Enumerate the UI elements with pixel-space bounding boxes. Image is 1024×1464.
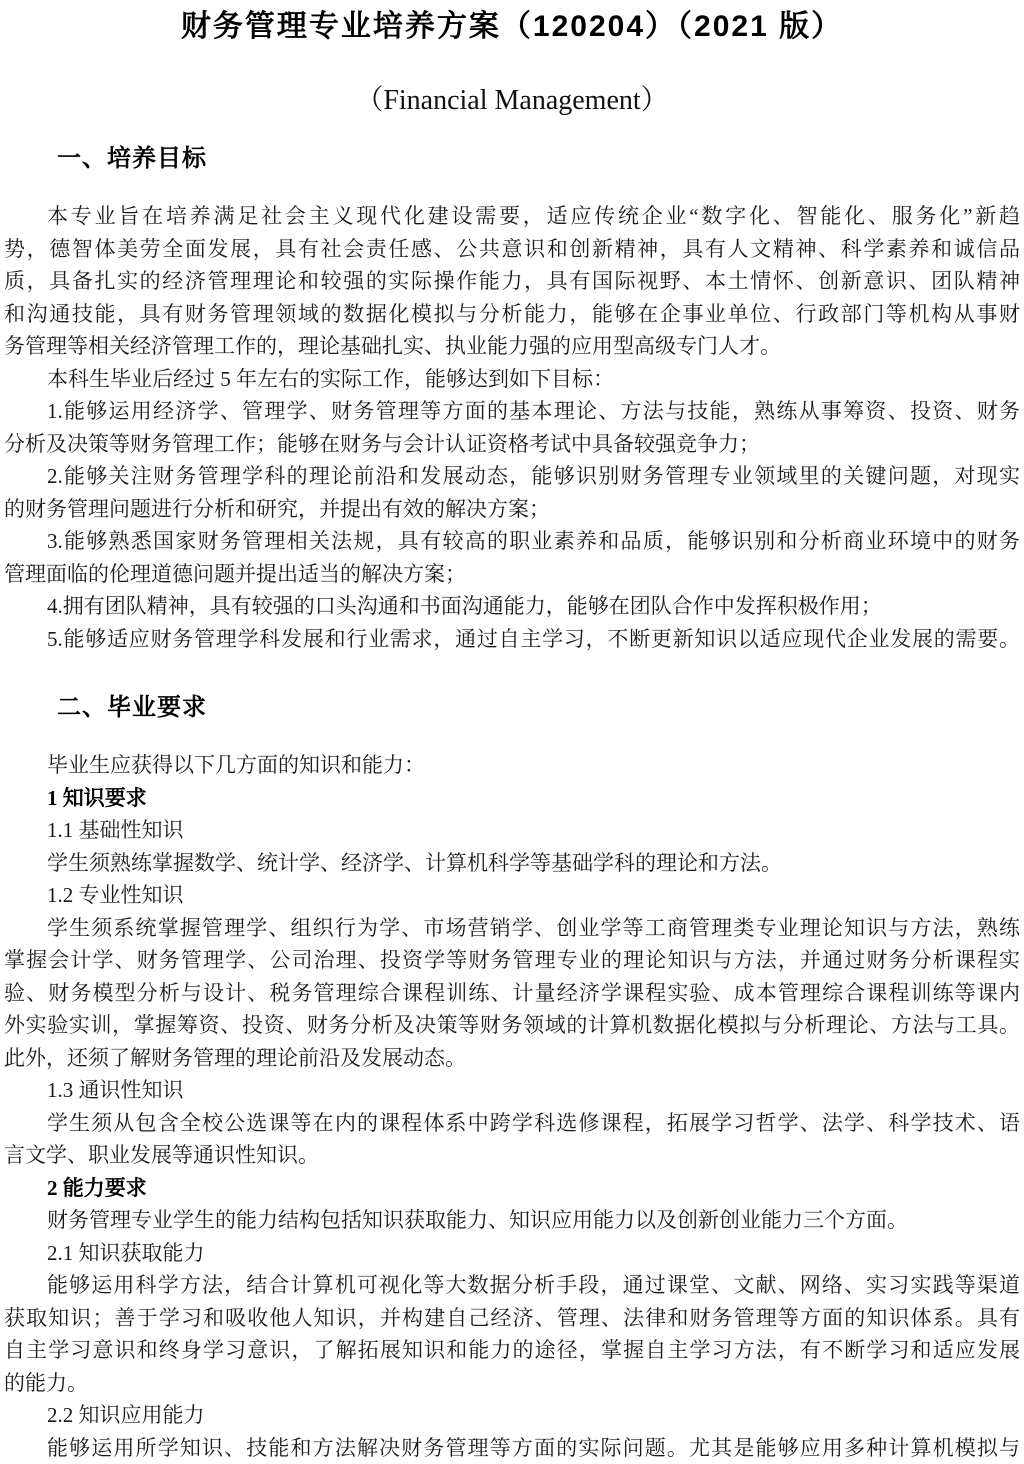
document-page (0, 6, 1024, 1464)
text-line: 学生须从包含全校公选课等在内的课程体系中跨学科选修课程，拓展学习哲学、法学、科学技术、语 (4, 1107, 1020, 1140)
section-heading: 二、毕业要求 (57, 693, 1020, 723)
text-line: 掌握会计学、财务管理学、公司治理、投资学等财务管理专业的理论知识与方法，并通过财务分析课程实 (4, 944, 1020, 977)
text-line: 获取知识；善于学习和吸收他人知识，并构建自己经济、管理、法律和财务管理等方面的知识体系。具有 (4, 1302, 1020, 1335)
text-line: 质，具备扎实的经济管理理论和较强的实际操作能力，具有国际视野、本土情怀、创新意识、团队精神 (4, 265, 1020, 298)
text-line: 务管理等相关经济管理工作的，理论基础扎实、执业能力强的应用型高级专门人才。 (4, 330, 1020, 363)
text-line: 能够运用科学方法，结合计算机可视化等大数据分析手段，通过课堂、文献、网络、实习实践等渠道 (4, 1269, 1020, 1302)
text-line: 学生须熟练掌握数学、统计学、经济学、计算机科学等基础学科的理论和方法。 (4, 847, 1020, 880)
text-line: 5.能够适应财务管理学科发展和行业需求，通过自主学习，不断更新知识以适应现代企业发展的需要。 (4, 623, 1020, 656)
text-line: 自主学习意识和终身学习意识，了解拓展知识和能力的途径，掌握自主学习方法，有不断学习和适应发展 (4, 1334, 1020, 1367)
text-line: 验、财务模型分析与设计、税务管理综合课程训练、计量经济学课程实验、成本管理综合课程训练等课内 (4, 977, 1020, 1010)
text-line: 外实验实训，掌握筹资、投资、财务分析及决策等财务领域的计算机数据化模拟与分析理论、方法与工具。 (4, 1009, 1020, 1042)
text-line: 能够运用所学知识、技能和方法解决财务管理等方面的实际问题。尤其是能够应用多种计算机模拟与 (4, 1432, 1020, 1464)
text-line: 1.能够运用经济学、管理学、财务管理等方面的基本理论、方法与技能，熟练从事筹资、投资、财务 (4, 395, 1020, 428)
text-line: 财务管理专业学生的能力结构包括知识获取能力、知识应用能力以及创新创业能力三个方面。 (4, 1204, 1020, 1237)
text-line: 2.能够关注财务管理学科的理论前沿和发展动态，能够识别财务管理专业领域里的关键问题，对现实 (4, 460, 1020, 493)
text-line: 1.2 专业性知识 (4, 879, 1020, 912)
bold-subheading-line: 2 能力要求 (4, 1172, 1020, 1205)
text-line: 2.1 知识获取能力 (4, 1237, 1020, 1270)
section-heading: 一、培养目标 (57, 144, 1020, 174)
text-line: 的财务管理问题进行分析和研究，并提出有效的解决方案； (4, 493, 1020, 526)
text-line: 1.1 基础性知识 (4, 814, 1020, 847)
text-line: 本科生毕业后经过 5 年左右的实际工作，能够达到如下目标： (4, 363, 1020, 396)
text-line: 1.3 通识性知识 (4, 1074, 1020, 1107)
document-content (4, 6, 1020, 1464)
document-subtitle: （Financial Management） (4, 82, 1020, 120)
text-line: 和沟通技能，具有财务管理领域的数据化模拟与分析能力，能够在企事业单位、行政部门等机构从事财 (4, 298, 1020, 331)
text-line: 此外，还须了解财务管理的理论前沿及发展动态。 (4, 1042, 1020, 1075)
text-line: 学生须系统掌握管理学、组织行为学、市场营销学、创业学等工商管理类专业理论知识与方法，熟练 (4, 912, 1020, 945)
text-line: 2.2 知识应用能力 (4, 1399, 1020, 1432)
bold-subheading-line: 1 知识要求 (4, 782, 1020, 815)
text-line: 的能力。 (4, 1367, 1020, 1400)
text-line: 势，德智体美劳全面发展，具有社会责任感、公共意识和创新精神，具有人文精神、科学素养和诚信品 (4, 233, 1020, 266)
text-line: 3.能够熟悉国家财务管理相关法规，具有较高的职业素养和品质，能够识别和分析商业环境中的财务 (4, 525, 1020, 558)
text-line: 分析及决策等财务管理工作；能够在财务与会计认证资格考试中具备较强竞争力； (4, 428, 1020, 461)
document-title: 财务管理专业培养方案（120204）（2021 版） (4, 6, 1020, 48)
text-line: 本专业旨在培养满足社会主义现代化建设需要，适应传统企业“数字化、智能化、服务化”新趋 (4, 200, 1020, 233)
text-line: 言文学、职业发展等通识性知识。 (4, 1139, 1020, 1172)
text-line: 4.拥有团队精神，具有较强的口头沟通和书面沟通能力，能够在团队合作中发挥积极作用； (4, 590, 1020, 623)
text-line: 管理面临的伦理道德问题并提出适当的解决方案； (4, 558, 1020, 591)
text-line: 毕业生应获得以下几方面的知识和能力： (4, 749, 1020, 782)
